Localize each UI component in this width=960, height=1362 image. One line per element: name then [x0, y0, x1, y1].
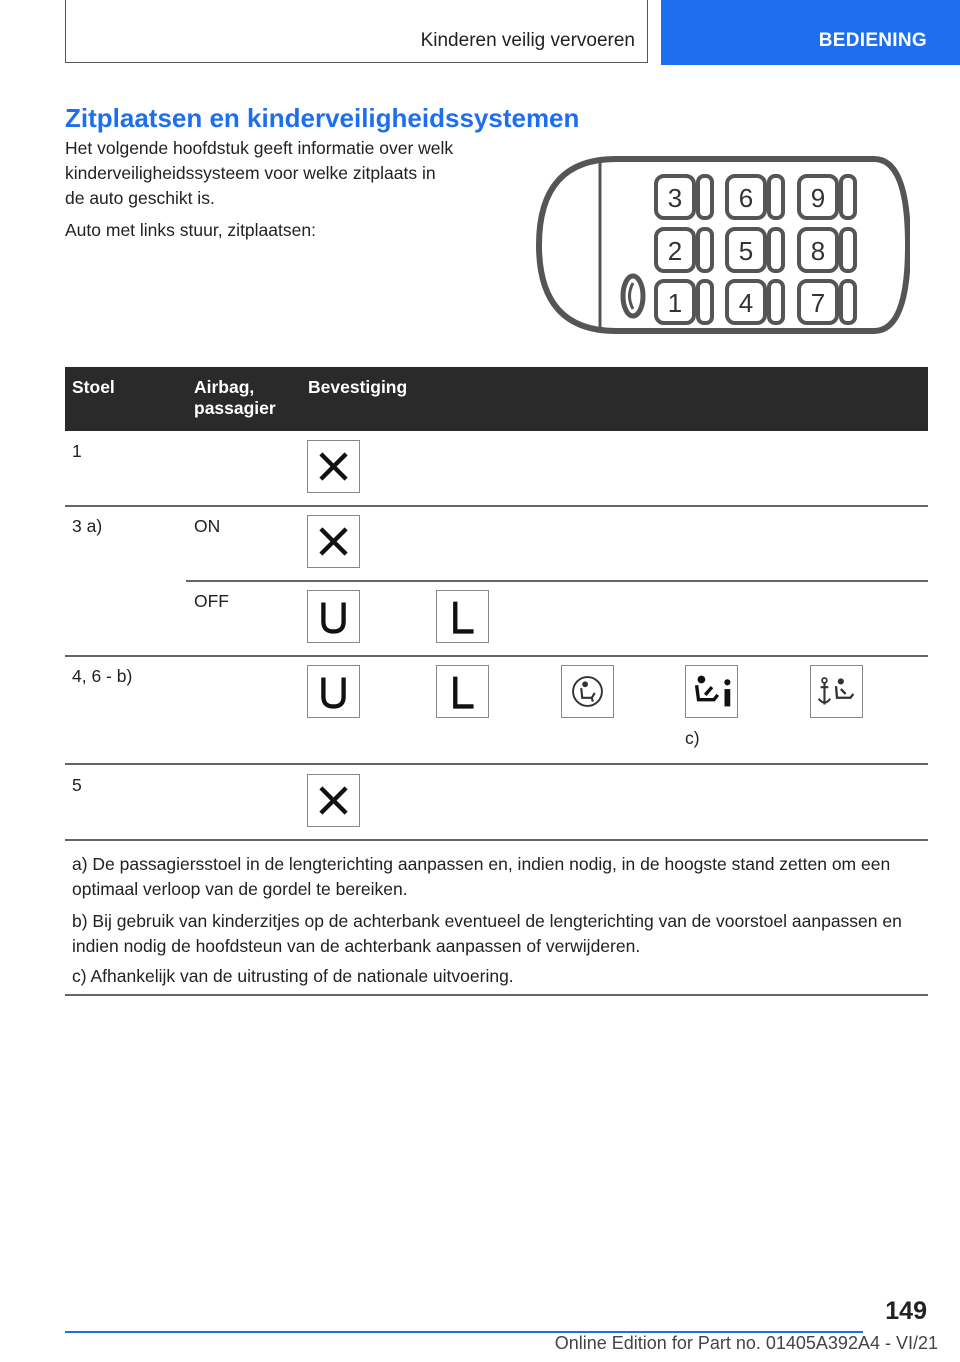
row-seat: 4, 6 - b) [72, 666, 133, 686]
seat-cell [799, 281, 855, 323]
seat-number: 3 [667, 183, 683, 213]
seat-number: 5 [738, 236, 754, 266]
seat-number: 2 [667, 236, 683, 266]
footnote-c: c) Afhankelijk van de uitrusting of de nationale uitvoering. [72, 966, 514, 986]
semi-universal-l-icon [436, 665, 489, 718]
seat-cell [727, 229, 783, 271]
i-size-seat-icon [561, 665, 614, 718]
col-header-airbag [194, 377, 276, 419]
table-row [65, 657, 928, 765]
row-seat: 5 [72, 775, 82, 795]
row-note: c) [685, 728, 700, 748]
isofix-anchor-icon [810, 665, 863, 718]
row-seat: 3 a) [72, 516, 103, 536]
table-bottom-rule [65, 994, 928, 996]
seat-cell [656, 281, 712, 323]
edition-text: Online Edition for Part no. 01405A392A4 - VI/21 [554, 1333, 938, 1353]
table-header [65, 367, 928, 431]
header-chapter-tab[interactable] [661, 0, 960, 65]
not-suitable-x-icon [307, 774, 360, 827]
table-row [65, 431, 928, 507]
header-section-title: Kinderen veilig vervoeren [420, 30, 635, 51]
seat-number: 7 [810, 288, 826, 318]
seat-cell [799, 229, 855, 271]
seat-layout-caption: Auto met links stuur, zitplaatsen: [65, 220, 316, 240]
child-seat-info-icon [685, 665, 738, 718]
seat-number: 4 [738, 288, 754, 318]
col-header-airbag-line1: Airbag, [194, 377, 255, 397]
seat-cell [727, 281, 783, 323]
seat-number: 8 [810, 236, 826, 266]
intro-text: Het volgende hoofdstuk geeft informatie over welk kinderveiligheidssysteem voor welke zitplaats in de auto geschikt is. [65, 138, 454, 208]
table-row [65, 765, 928, 841]
table-row [65, 582, 928, 657]
not-suitable-x-icon [307, 515, 360, 568]
semi-universal-l-icon [436, 590, 489, 643]
seat-layout-diagram [536, 155, 910, 335]
col-header-airbag-line2: passagier [194, 398, 276, 418]
footnote-a: a) De passagiersstoel in de lengterichting aanpassen en, indien nodig, in de hoogste stand zetten om een optimaal verloop van de gordel te bereiken. [72, 854, 891, 899]
table-row [65, 507, 928, 582]
not-suitable-x-icon [307, 440, 360, 493]
seat-cell [799, 176, 855, 218]
seat-cell [656, 176, 712, 218]
header-section-box [65, 0, 648, 63]
table-footnotes [65, 841, 928, 996]
seat-number: 1 [667, 288, 683, 318]
footnote-b: b) Bij gebruik van kinderzitjes op de achterbank eventueel de lengterichting van de voorstoel aanpassen en indien nodig de hoofdsteun van de achterbank aanpassen of verwijderen. [72, 911, 902, 956]
seat-cell [727, 176, 783, 218]
row-airbag: ON [194, 516, 221, 536]
page-title: Zitplaatsen en kinderveiligheidssystemen [65, 103, 580, 133]
col-header-mount: Bevestiging [308, 377, 408, 397]
universal-u-icon [307, 665, 360, 718]
steering-wheel-icon [623, 276, 643, 316]
universal-u-icon [307, 590, 360, 643]
header-chapter-label: BEDIENING [818, 30, 927, 51]
row-airbag: OFF [194, 591, 229, 611]
col-header-seat: Stoel [72, 377, 115, 397]
seat-cell [656, 229, 712, 271]
page-number: 149 [885, 1297, 927, 1325]
seat-number: 6 [738, 183, 754, 213]
seat-number: 9 [810, 183, 826, 213]
row-seat: 1 [72, 441, 82, 461]
child-seat-table [65, 367, 928, 996]
